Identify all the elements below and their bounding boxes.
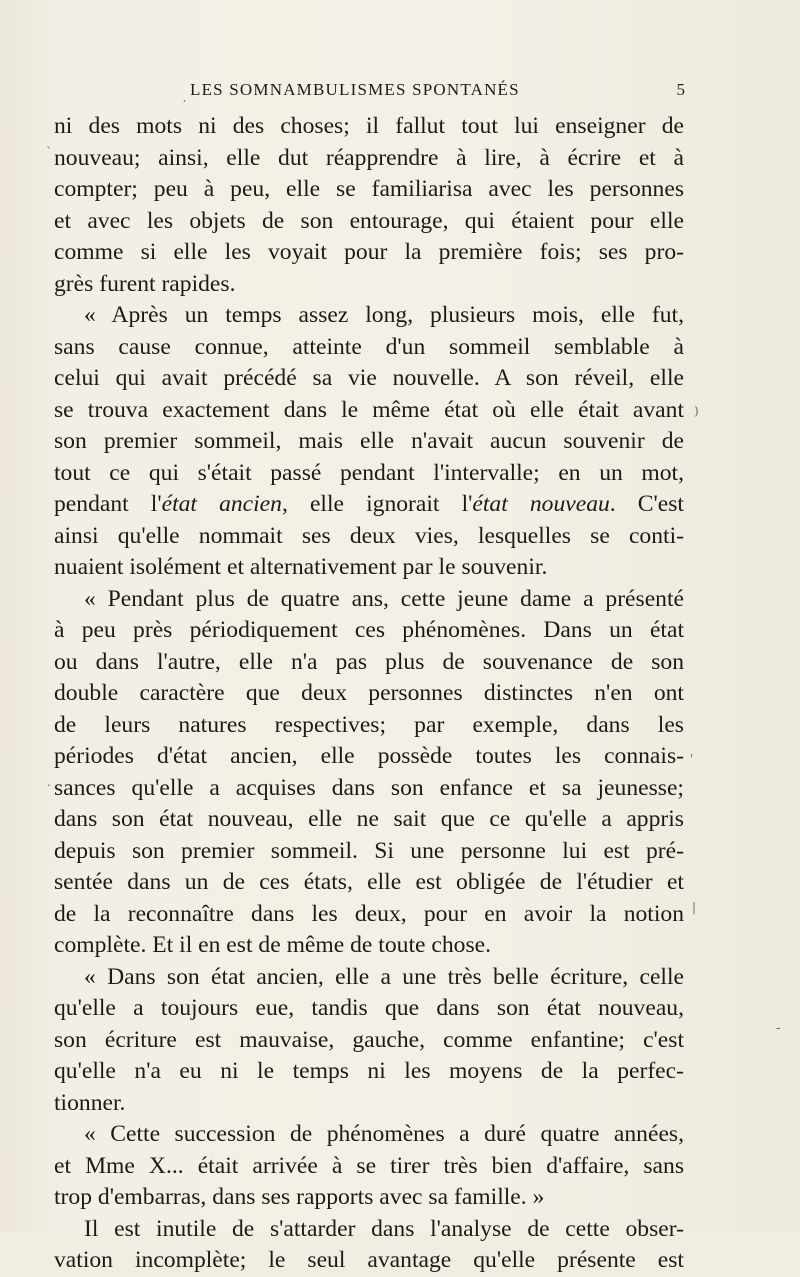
- text-segment: double caractère que deux personnes distinctes n'en ont: [54, 680, 684, 706]
- text-line: [54, 332, 684, 364]
- italic-term: état ancien: [161, 491, 282, 517]
- text-line: [54, 930, 684, 962]
- text-line: [54, 710, 684, 742]
- text-line: [54, 1151, 684, 1183]
- running-title: LES SOMNAMBULISMES SPONTANÉS: [190, 80, 520, 99]
- text-segment: depuis son premier sommeil. Si une personne lui est pré-: [54, 837, 684, 864]
- text-line: [54, 1056, 684, 1088]
- text-line: [54, 647, 684, 679]
- text-line: [54, 993, 684, 1025]
- text-line: [54, 489, 684, 521]
- page-header: [140, 80, 685, 104]
- text-segment: « Dans son état ancien, elle a une très belle écriture, celle: [84, 963, 684, 990]
- text-segment: son écriture est mauvaise, gauche, comme enfantine; c'est: [54, 1026, 684, 1053]
- text-segment: . C'est: [609, 491, 684, 517]
- text-segment: de leurs natures respectives; par exemple, dans les: [54, 711, 684, 738]
- text-segment: de la reconnaître dans les deux, pour en avoir la notion: [54, 900, 684, 927]
- text-segment: et avec les objets de son entourage, qui étaient pour elle: [54, 207, 684, 234]
- print-speck: .: [47, 775, 51, 789]
- text-line: [54, 615, 684, 647]
- text-segment: et Mme X... était arrivée à se tirer très bien d'affaire, sans: [54, 1152, 684, 1179]
- text-segment: , elle ignorait l': [281, 491, 473, 517]
- text-segment: périodes d'état ancien, elle possède toutes les connais-: [54, 743, 684, 769]
- text-segment: complète. Et il en est de même de toute chose.: [54, 932, 491, 958]
- text-line: [54, 458, 684, 490]
- text-line: [54, 363, 684, 395]
- print-speck: ,: [183, 93, 187, 104]
- text-line: [54, 426, 684, 458]
- text-segment: celui qui avait précédé sa vie nouvelle. A son réveil, elle: [54, 365, 684, 391]
- print-speck: -: [776, 1020, 781, 1036]
- text-line: [54, 111, 684, 143]
- text-segment: son premier sommeil, mais elle n'avait aucun souvenir de: [54, 428, 684, 454]
- print-speck: ': [690, 752, 694, 766]
- text-segment: tout ce qui s'était passé pendant l'intervalle; en un mot,: [54, 459, 684, 486]
- text-line: [54, 804, 684, 836]
- text-line: [54, 1088, 684, 1120]
- text-line: [54, 584, 684, 616]
- text-segment: nouveau; ainsi, elle dut réapprendre à lire, à écrire et à: [54, 144, 684, 171]
- print-speck: `: [46, 145, 52, 159]
- text-segment: Il est inutile de s'attarder dans l'analyse de cette obser-: [84, 1215, 684, 1242]
- text-line: [54, 1245, 684, 1277]
- text-line: [54, 836, 684, 868]
- text-segment: comme si elle les voyait pour la première fois; ses pro-: [54, 239, 684, 265]
- text-segment: sans cause connue, atteinte d'un sommeil semblable à: [54, 333, 684, 360]
- text-line: [54, 206, 684, 238]
- text-segment: tionner.: [54, 1089, 126, 1116]
- text-segment: compter; peu à peu, elle se familiarisa avec les personnes: [54, 176, 684, 202]
- text-line: [54, 1119, 684, 1151]
- print-speck: |: [692, 900, 697, 914]
- text-line: [54, 741, 684, 773]
- text-segment: qu'elle n'a eu ni le temps ni les moyens de la perfec-: [54, 1058, 684, 1084]
- text-segment: vation incomplète; le seul avantage qu'elle présente est: [54, 1247, 684, 1273]
- text-segment: ou dans l'autre, elle n'a pas plus de souvenance de son: [54, 648, 684, 675]
- text-line: [54, 269, 684, 301]
- text-segment: dans son état nouveau, elle ne sait que ce qu'elle a appris: [54, 806, 684, 832]
- text-segment: ni des mots ni des choses; il fallut tout lui enseigner de: [54, 113, 684, 139]
- text-segment: « Après un temps assez long, plusieurs mois, elle fut,: [84, 302, 684, 328]
- text-line: [54, 300, 684, 332]
- text-line: [54, 395, 684, 427]
- print-speck: ): [694, 404, 699, 418]
- text-line: [54, 174, 684, 206]
- text-line: [54, 1182, 684, 1214]
- text-segment: sentée dans un de ces états, elle est obligée de l'étudier et: [54, 869, 684, 895]
- text-segment: « Cette succession de phénomènes a duré quatre années,: [84, 1121, 684, 1147]
- text-segment: sances qu'elle a acquises dans son enfance et sa jeunesse;: [54, 774, 684, 801]
- body-text: [54, 111, 684, 1277]
- text-segment: se trouva exactement dans le même état où elle était avant: [54, 396, 684, 423]
- text-segment: à peu près périodiquement ces phénomènes. Dans un état: [54, 617, 684, 643]
- text-line: [54, 1025, 684, 1057]
- page-number: 5: [676, 80, 685, 99]
- text-line: [54, 1214, 684, 1246]
- text-line: [54, 773, 684, 805]
- text-line: [54, 237, 684, 269]
- text-line: [54, 552, 684, 584]
- text-line: [54, 867, 684, 899]
- text-line: [54, 143, 684, 175]
- text-segment: « Pendant plus de quatre ans, cette jeune dame a présenté: [84, 585, 684, 612]
- text-line: [54, 678, 684, 710]
- text-line: [54, 899, 684, 931]
- text-line: [54, 962, 684, 994]
- text-segment: nuaient isolément et alternativement par le souvenir.: [54, 554, 548, 580]
- text-segment: pendant l': [54, 491, 162, 517]
- italic-term: état nouveau: [472, 491, 610, 517]
- text-segment: grès furent rapides.: [54, 270, 236, 297]
- text-segment: trop d'embarras, dans ses rapports avec sa famille. »: [54, 1184, 545, 1210]
- text-segment: ainsi qu'elle nommait ses deux vies, lesquelles se conti-: [54, 522, 684, 549]
- text-segment: qu'elle a toujours eue, tandis que dans son état nouveau,: [54, 995, 684, 1021]
- text-line: [54, 521, 684, 553]
